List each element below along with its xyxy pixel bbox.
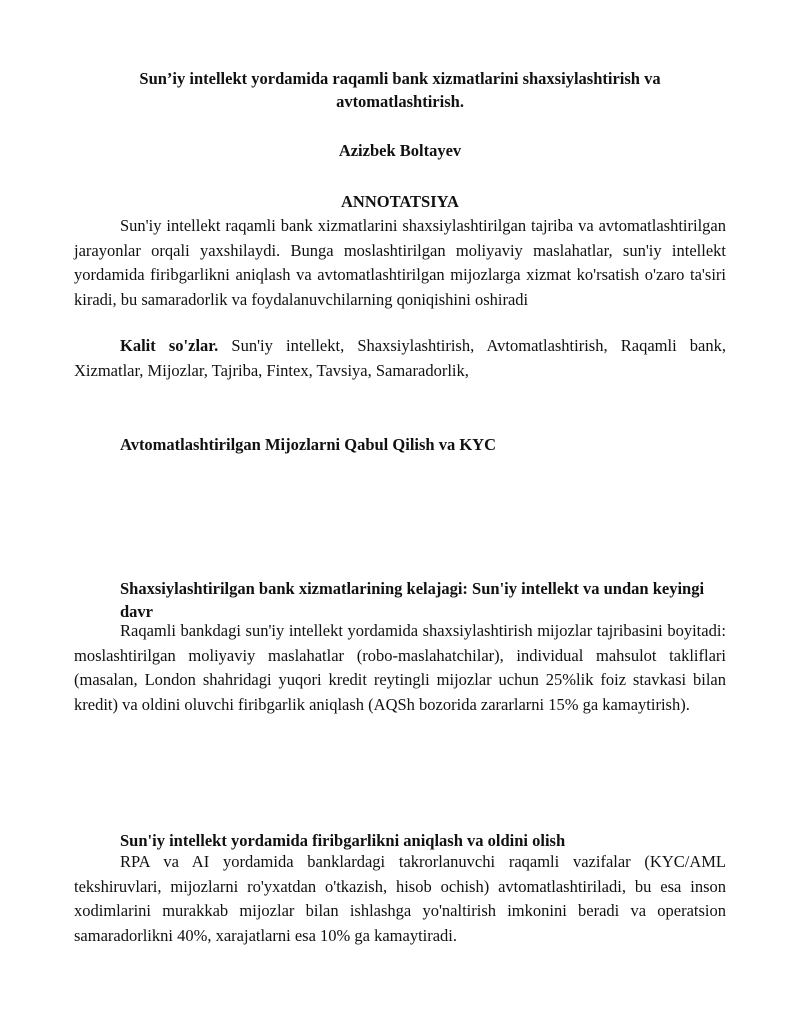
section-body-future: Raqamli bankdagi sun'iy intellekt yordamida shaxsiylashtirish mijozlar tajribasini boyitadi: moslashtirilgan moliyaviy maslahatlar (robo-maslahatchilar), individual mahsulot takliflari (masalan, London shahridagi yuqori kredit reytingli mijozlar uchun 25%lik foiz stavkasi bilan kredit) va oldini oluvchi firibgarlik aniqlash (AQSh bozorida zararlarni 15% ga kamaytirish). — [74, 621, 726, 714]
document-title: Sun’iy intellekt yordamida raqamli bank xizmatlarini shaxsiylashtirish va avtomatlashtirish. — [139, 69, 661, 111]
author-name: Azizbek Boltayev — [338, 141, 462, 160]
section-body-fraud: RPA va AI yordamida banklardagi takrorlanuvchi raqamli vazifalar (KYC/AML tekshiruvlari, mijozlarni ro'yxatdan o'tkazish, hisob ochish) avtomatlashtiriladi, bu esa inson xodimlarini murakkab mijozlar bilan ishlashga yo'naltirish imkonini beradi va operatsion samaradorlikni 40%, xarajatlarni esa 10% ga kamaytiradi. — [74, 852, 726, 945]
annotation-paragraph: Sun'iy intellekt raqamli bank xizmatlarini shaxsiylashtirilgan tajriba va avtomatlashtirilgan jarayonlar orqali yaxshilaydi. Bunga moslashtirilgan moliyaviy maslahatlar, sun'iy intellekt yordamida firibgarlikni aniqlash va avtomatlashtirilgan mijozlarga xizmat ko'rsatish o'zaro ta'siri kiradi, bu samaradorlik va foydalanuvchilarning qoniqishini oshiradi — [74, 216, 726, 309]
keywords-paragraph — [74, 334, 726, 383]
section-heading-onboarding: Avtomatlashtirilgan Mijozlarni Qabul Qilish va KYC — [120, 435, 496, 454]
annotation-heading: ANNOTATSIYA — [341, 192, 459, 211]
keywords-label: Kalit so'zlar. — [120, 336, 219, 355]
keywords-list: Sun'iy intellekt, Shaxsiylashtirish, Avtomatlashtirish, Raqamli bank, Xizmatlar, Mijozlar, Tajriba, Fintex, Tavsiya, Samaradorlik, — [74, 336, 726, 380]
section-heading-fraud: Sun'iy intellekt yordamida firibgarlikni aniqlash va oldini olish — [120, 831, 566, 850]
section-heading-future: Shaxsiylashtirilgan bank xizmatlarining kelajagi: Sun'iy intellekt va undan keyingi davr — [120, 579, 705, 621]
